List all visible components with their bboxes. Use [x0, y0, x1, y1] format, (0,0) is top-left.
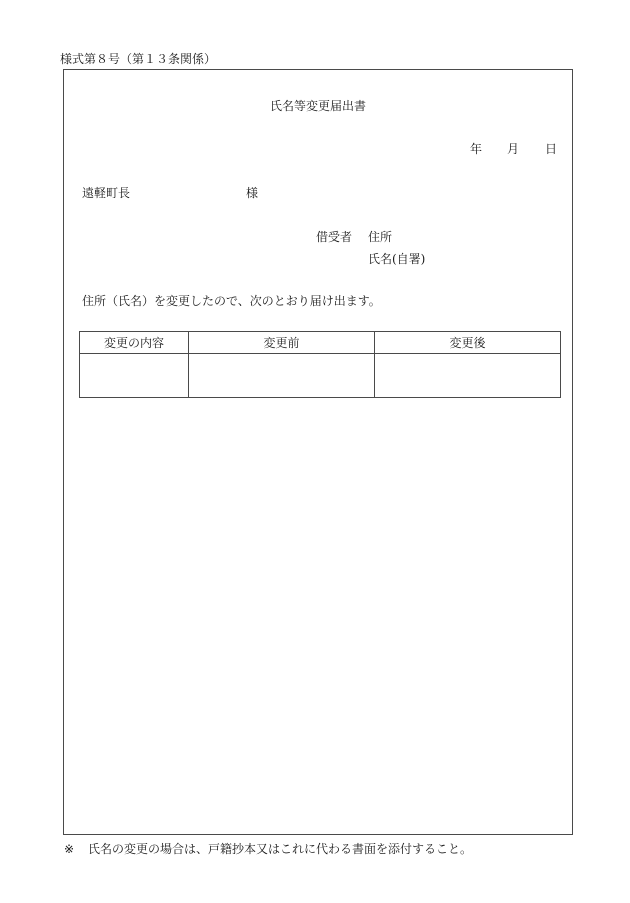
statement-text: 住所（氏名）を変更したので、次のとおり届け出ます。 — [82, 294, 381, 308]
before-cell[interactable] — [189, 354, 375, 398]
date-day-label: 日 — [545, 142, 558, 156]
table-row — [80, 354, 561, 398]
after-cell[interactable] — [375, 354, 561, 398]
form-number-label: 様式第８号（第１３条関係） — [60, 52, 217, 66]
column-header-change-content: 変更の内容 — [80, 332, 189, 354]
date-year-label: 年 — [470, 142, 483, 156]
reference-mark: ※ — [64, 842, 75, 856]
column-header-before: 変更前 — [189, 332, 375, 354]
address-label: 住所 — [368, 230, 393, 244]
column-header-after: 変更後 — [375, 332, 561, 354]
name-signature-label: 氏名(自署) — [368, 252, 426, 266]
document-title: 氏名等変更届出書 — [269, 99, 366, 113]
addressee: 遠軽町長 — [82, 186, 131, 200]
addressee-honorific: 様 — [246, 186, 259, 200]
date-month-label: 月 — [507, 142, 520, 156]
form-frame — [63, 69, 573, 835]
footnote-text: 氏名の変更の場合は、戸籍抄本又はこれに代わる書面を添付すること。 — [88, 842, 473, 856]
table-header-row — [80, 332, 561, 354]
change-content-cell[interactable] — [80, 354, 189, 398]
borrower-label: 借受者 — [316, 230, 353, 244]
changes-table — [79, 331, 561, 398]
footnote — [64, 840, 472, 857]
